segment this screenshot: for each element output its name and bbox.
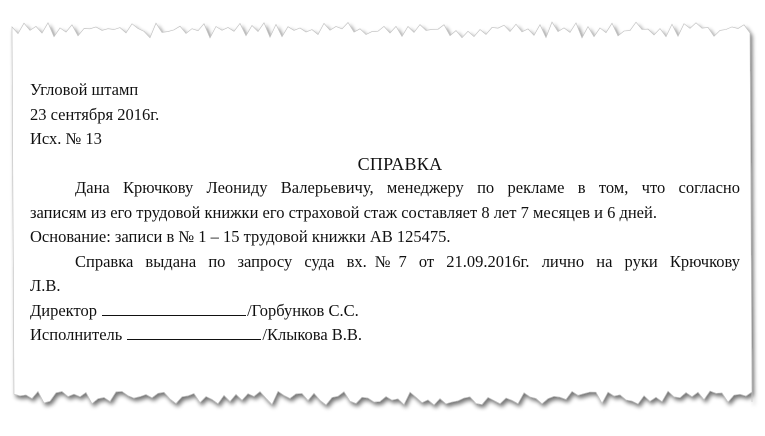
issued-line-2: Л.В. — [30, 276, 61, 295]
director-label: Директор — [30, 300, 97, 320]
issued-line-1: Справка выдана по запросу суда вх.№7 от 21.09.2016г. лично на руки Крючкову — [75, 251, 740, 271]
body-paragraph-line-1: Дана Крючкову Леониду Валерьевичу, менеджеру по рекламе в том, что согласно — [75, 178, 740, 197]
director-name: /Горбунков С.С. — [247, 300, 359, 320]
director-signature-blank — [102, 299, 246, 316]
director-signature-row — [30, 299, 740, 324]
executor-name: /Клыкова В.В. — [262, 325, 363, 344]
document-title: СПРАВКА — [357, 153, 443, 174]
executor-label: Исполнитель — [30, 325, 123, 344]
executor-signature-blank — [127, 323, 261, 340]
document-date: 23 сентября 2016г. — [30, 104, 160, 124]
corner-stamp-text: Угловой штамп — [30, 80, 139, 99]
body-paragraph-line-2: записям из его трудовой книжки его страховой стаж составляет 8 лет 7 месяцев и 6 дней. — [30, 202, 657, 222]
executor-signature-row — [30, 323, 740, 348]
outgoing-number: Исх. № 13 — [30, 129, 102, 148]
basis-line: Основание: записи в № 1 – 15 трудовой книжки АВ 125475. — [30, 227, 451, 246]
certificate-document — [30, 78, 740, 348]
